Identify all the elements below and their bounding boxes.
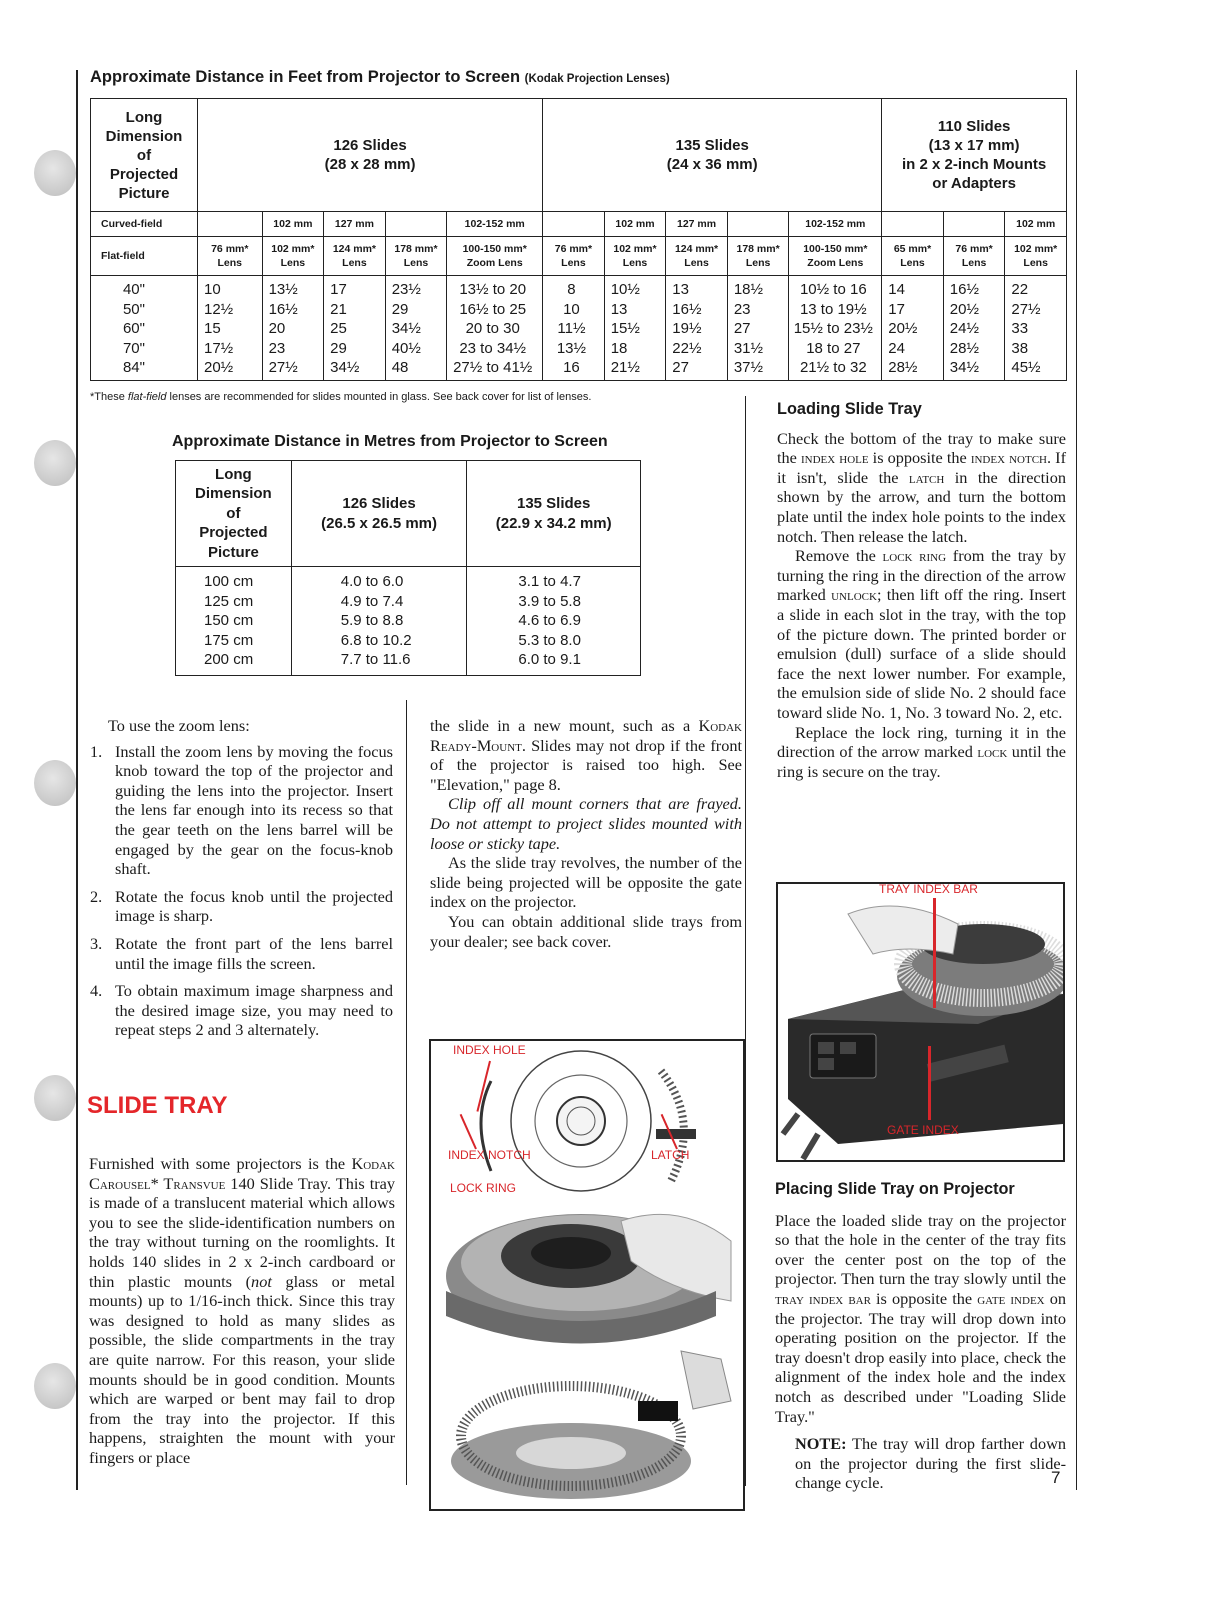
feet-title-text: Approximate Distance in Feet from Projector to Screen	[90, 68, 521, 86]
page-number: 7	[1051, 1468, 1061, 1487]
flat-cell: 76 mm* Lens	[943, 237, 1005, 276]
curved-cell	[197, 212, 262, 237]
data-col: 16½ 20½ 24½ 28½ 34½	[943, 276, 1005, 381]
curved-cell: 127 mm	[666, 212, 728, 237]
gate-index-label: GATE INDEX	[887, 1123, 959, 1137]
flat-cell: 100-150 mm* Zoom Lens	[789, 237, 882, 276]
flat-field-label: Flat-field	[91, 237, 198, 276]
zoom-step: 3. Rotate the front part of the lens barrel until the image fills the screen.	[90, 933, 393, 973]
middle-column-text: the slide in a new mount, such as a Kodak Ready-Mount. Slides may not drop if the front of the projector is raised too high. See "Elevation," page 8. Clip off all mount corners that are frayed. Do not attempt to project slides mounted with loose or sticky tape. As the slide tray revolves, the number of the slide being projected will be opposite the gate index on the projector. You can obtain additional slide trays from your dealer; see back cover.	[430, 716, 742, 951]
projector-illustration	[778, 884, 1063, 1160]
curved-cell: 102-152 mm	[447, 212, 543, 237]
placing-section: Placing Slide Tray on Projector Place the loaded slide tray on the projector so that the hole in the center of the tray fits over the center post on the top of the projector. Then turn the tray slowly until the tray index bar is opposite the gate index on the projector. The tray will drop down into operating position on the projector. If the tray doesn't drop easily into place, check the alignment of the index hole and the index notch as described under "Loading Slide Tray." NOTE: The tray will drop farther down on the projector during the first slide-change cycle.	[775, 1180, 1066, 1493]
tray-index-bar-label: TRAY INDEX BAR	[879, 882, 978, 896]
flat-cell: 102 mm* Lens	[262, 237, 324, 276]
binder-hole	[34, 1363, 76, 1409]
data-col: 23½ 29 34½ 40½ 48	[385, 276, 447, 381]
data-col: 13½ to 20 16½ to 25 20 to 30 23 to 34½ 27½ to 41½	[447, 276, 543, 381]
binder-hole	[34, 760, 76, 806]
curved-cell	[385, 212, 447, 237]
pointer-line	[933, 898, 936, 1008]
feet-table-title	[90, 68, 670, 87]
data-col-size: 40" 50" 60" 70" 84"	[91, 276, 198, 381]
data-col: 17 21 25 29 34½	[324, 276, 386, 381]
zoom-steps	[90, 742, 393, 1040]
loading-section: Loading Slide Tray Check the bottom of the tray to make sure the index hole is opposite the index notch. If it isn't, slide the latch in the direction shown by the arrow, and turn the bottom plate until the index hole points to the index notch. Then release the latch. Remove the lock ring from the tray by turning the ring in the direction of the arrow marked unlock; then lift off the ring. Insert a slide in each slot in the tray, with the top of the picture down. The printed border or emulsion (dull) surface of a slide should face the next lower number. For example, the emulsion side of slide No. 2 should face toward slide No. 1, No. 3 toward No. 2, etc. Replace the lock ring, turning it in the direction of the arrow marked lock until the ring is secure on the tray.	[777, 400, 1067, 781]
curved-cell: 102-152 mm	[789, 212, 882, 237]
curved-field-row	[91, 212, 1067, 237]
lock-ring-label: LOCK RING	[450, 1181, 517, 1195]
mount-corners-warning: Clip off all mount corners that are frayed. Do not attempt to project slides mounted with loose or sticky tape.	[430, 794, 742, 853]
placing-note: NOTE: The tray will drop farther down on the projector during the first slide-change cycle.	[795, 1434, 1066, 1493]
pointer-line	[928, 1046, 931, 1120]
feet-data-row	[91, 276, 1067, 381]
slide-tray-parts-figure	[429, 1039, 745, 1511]
flat-cell: 178 mm* Lens	[727, 237, 789, 276]
feet-distance-table	[90, 98, 1067, 381]
curved-cell	[943, 212, 1005, 237]
flat-cell: 76 mm* Lens	[197, 237, 262, 276]
group-126-header: 126 Slides (28 x 28 mm)	[197, 99, 542, 212]
data-col: 10 12½ 15 17½ 20½	[197, 276, 262, 381]
binder-hole	[34, 150, 76, 196]
curved-cell	[727, 212, 789, 237]
flat-cell: 102 mm* Lens	[604, 237, 666, 276]
group-126-header: 126 Slides (26.5 x 26.5 mm)	[291, 461, 467, 567]
flat-cell: 124 mm* Lens	[666, 237, 728, 276]
curved-cell: 102 mm	[604, 212, 666, 237]
curved-field-label: Curved-field	[91, 212, 198, 237]
index-hole-label: INDEX HOLE	[453, 1043, 526, 1057]
flat-cell: 124 mm* Lens	[324, 237, 386, 276]
data-col: 22 27½ 33 38 45½	[1005, 276, 1067, 381]
data-col: 13 16½ 19½ 22½ 27	[666, 276, 728, 381]
zoom-step: 1. Install the zoom lens by moving the focus knob toward the top of the projector and guiding the lens into the projector. Insert the lens far enough into its recess so that the gear teeth on the lens barrel will be engaged by the gear on the focus-knob shaft.	[90, 741, 393, 879]
latch-label: LATCH	[651, 1148, 690, 1162]
group-110-header: 110 Slides (13 x 17 mm) in 2 x 2-inch Mounts or Adapters	[882, 99, 1067, 212]
binder-hole	[34, 1075, 76, 1121]
flat-cell: 102 mm* Lens	[1005, 237, 1067, 276]
data-col: 18½ 23 27 31½ 37½	[727, 276, 789, 381]
curved-cell: 102 mm	[1005, 212, 1067, 237]
placing-heading: Placing Slide Tray on Projector	[775, 1180, 1015, 1198]
data-col: 4.0 to 6.0 4.9 to 7.4 5.9 to 8.8 6.8 to 10.2 7.7 to 11.6	[291, 567, 467, 676]
flat-cell: 65 mm* Lens	[882, 237, 944, 276]
group-135-header: 135 Slides (24 x 36 mm)	[543, 99, 882, 212]
row-header-cell: Long Dimension of Projected Picture	[176, 461, 292, 567]
data-col: 8 10 11½ 13½ 16	[543, 276, 605, 381]
flat-cell: 76 mm* Lens	[543, 237, 605, 276]
binder-hole	[34, 440, 76, 486]
row-header-cell: Long Dimension of Projected Picture	[91, 99, 198, 212]
metre-data-row	[176, 567, 641, 676]
flat-cell: 178 mm* Lens	[385, 237, 447, 276]
metre-table-title: Approximate Distance in Metres from Projector to Screen	[172, 433, 608, 450]
metre-header-row	[176, 461, 641, 567]
flat-cell: 100-150 mm* Zoom Lens	[447, 237, 543, 276]
column-rule	[745, 396, 746, 1486]
slide-tray-heading: SLIDE TRAY	[87, 1092, 228, 1119]
zoom-step: 2. Rotate the focus knob until the projected image is sharp.	[90, 886, 393, 926]
data-col: 10½ to 16 13 to 19½ 15½ to 23½ 18 to 27 21½ to 32	[789, 276, 882, 381]
curved-cell: 127 mm	[324, 212, 386, 237]
data-col: 3.1 to 4.7 3.9 to 5.8 4.6 to 6.9 5.3 to 8.0 6.0 to 9.1	[467, 567, 641, 676]
zoom-lens-section	[90, 716, 393, 1048]
curved-cell	[882, 212, 944, 237]
zoom-intro: To use the zoom lens:	[108, 716, 250, 735]
slide-tray-paragraph: Furnished with some projectors is the Kodak Carousel* Transvue 140 Slide Tray. This tray is made of a translucent material which allows you to see the slide-identification numbers on the tray without turning on the roomlights. It holds 140 slides in 2 x 2-inch cardboard or thin plastic mounts (not glass or metal mounts) up to 1/16-inch thick. Since this tray was designed to hold as many slides as possible, the slide compartments in the tray are quite narrow. For this reason, your slide mounts should be in good condition. Mounts which are warped or bent may fail to drop from the tray into the projector. If this happens, straighten the mount with your fingers or place	[89, 1154, 396, 1467]
left-margin-rule	[76, 70, 78, 1490]
lens-footnote: *These flat-field lenses are recommended for slides mounted in glass. See back cover for list of lenses.	[90, 391, 592, 403]
group-135-header: 135 Slides (22.9 x 34.2 mm)	[467, 461, 641, 567]
right-margin-rule	[1076, 70, 1077, 1490]
feet-header-row	[91, 99, 1067, 212]
feet-title-sub: (Kodak Projection Lenses)	[524, 73, 670, 85]
data-col-size: 100 cm 125 cm 150 cm 175 cm 200 cm	[176, 567, 292, 676]
flat-field-row	[91, 237, 1067, 276]
data-col: 13½ 16½ 20 23 27½	[262, 276, 324, 381]
loading-heading: Loading Slide Tray	[777, 400, 922, 418]
zoom-step: 4. To obtain maximum image sharpness and the desired image size, you may need to repeat steps 2 and 3 alternately.	[90, 981, 393, 1040]
data-col: 10½ 13 15½ 18 21½	[604, 276, 666, 381]
column-rule	[406, 700, 407, 1485]
curved-cell: 102 mm	[262, 212, 324, 237]
projector-tray-figure	[776, 882, 1065, 1162]
data-col: 14 17 20½ 24 28½	[882, 276, 944, 381]
metre-distance-table	[175, 460, 641, 676]
index-notch-label: INDEX NOTCH	[448, 1148, 531, 1162]
curved-cell	[543, 212, 605, 237]
